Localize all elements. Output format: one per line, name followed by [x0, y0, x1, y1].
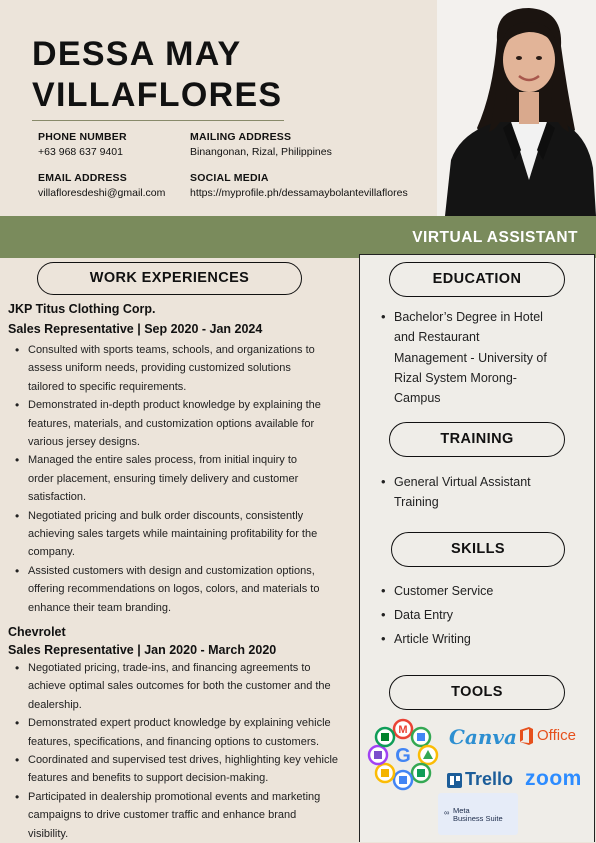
- list-item: [28, 507, 380, 562]
- job-title: VIRTUAL ASSISTANT: [412, 229, 578, 246]
- email-block: [38, 171, 165, 201]
- bullet-line: order placement, ensuring timely delivery and customer: [28, 472, 299, 485]
- job-role: Sales Representative | Jan 2020 - March 2020: [8, 643, 277, 657]
- list-item: [394, 307, 589, 408]
- bullet-line: • Coordinated and supervised test drives, highlighting key vehicle: [28, 754, 339, 767]
- bullet-line: • Participated in dealership promotional events and marketing: [28, 790, 321, 803]
- education-line: and Restaurant: [394, 330, 480, 345]
- bullet-line: • Demonstrated in-depth product knowledge by explaining the: [28, 399, 321, 412]
- bullet-line: enhance their team branding.: [28, 601, 172, 614]
- company-name: JKP Titus Clothing Corp.: [8, 302, 156, 316]
- trello-logo: Trello: [465, 769, 514, 789]
- mailing-value: Binangonan, Rizal, Philippines: [190, 146, 332, 158]
- education-list: [380, 307, 589, 408]
- bullet-line: offering recommendations on logos, colors, and materials to: [28, 583, 320, 596]
- bullet-line: company.: [28, 546, 75, 559]
- company-name: Chevrolet: [8, 625, 66, 639]
- name-line-1: DESSA MAY: [32, 35, 242, 73]
- list-item: • Data Entry: [394, 605, 589, 625]
- bullet-line: features, specifications, and financing options to customers.: [28, 735, 320, 748]
- meta-icon: ∞: [444, 808, 450, 817]
- training-line: • General Virtual Assistant: [394, 475, 531, 489]
- list-item: • Article Writing: [394, 629, 589, 649]
- education-line: • Bachelor’s Degree in Hotel: [394, 310, 543, 324]
- job-1-bullets: [8, 341, 380, 617]
- tools-heading: TOOLS: [389, 675, 565, 710]
- training-heading: TRAINING: [389, 422, 565, 457]
- name-line-2: VILLAFLORES: [32, 76, 283, 114]
- title-band: [0, 216, 596, 258]
- bullet-line: achieve optimal sales outcomes for both the customer and the: [28, 680, 331, 693]
- bullet-line: • Negotiated pricing and bulk order discounts, consistently: [28, 509, 304, 522]
- google-letter: G: [395, 745, 411, 767]
- bullet-line: features, materials, and customization options available for: [28, 417, 315, 430]
- bullet-line: assess uniform needs, providing customized solutions: [28, 362, 291, 375]
- meta-line: Business Suite: [453, 814, 503, 823]
- office-icon: [517, 727, 535, 745]
- meta-label: [453, 807, 503, 823]
- svg-text:M: M: [398, 724, 408, 736]
- bullet-line: achieving sales targets while maintaining profitability for the: [28, 528, 318, 541]
- resume-header: [0, 0, 596, 216]
- job-2-bullets: [8, 659, 380, 843]
- mailing-block: [190, 130, 332, 160]
- list-item: [394, 472, 589, 513]
- phone-block: [38, 130, 127, 160]
- bullet-line: • Consulted with sports teams, schools, and organizations to: [28, 344, 315, 356]
- email-label: EMAIL ADDRESS: [38, 172, 127, 184]
- social-block: [190, 171, 408, 201]
- bullet-line: dealership.: [28, 698, 82, 711]
- list-item: • Customer Service: [394, 581, 589, 601]
- bullet-line: • Demonstrated expert product knowledge by explaining vehicle: [28, 717, 331, 730]
- email-value[interactable]: villafloresdeshi@gmail.com: [38, 187, 166, 199]
- list-item: [28, 562, 380, 617]
- full-name: [32, 34, 282, 116]
- bullet-line: • Assisted customers with design and customization options,: [28, 564, 315, 577]
- office-logo: Office: [537, 727, 576, 744]
- list-item: [28, 659, 380, 714]
- education-line: Campus: [394, 391, 441, 406]
- meta-line: Meta: [453, 806, 470, 815]
- name-divider: [32, 120, 284, 121]
- bullet-line: various jersey designs.: [28, 436, 140, 449]
- list-item: [28, 396, 380, 451]
- skills-list: [380, 581, 589, 649]
- work-heading: WORK EXPERIENCES: [37, 262, 302, 295]
- list-item: [28, 714, 380, 751]
- bullet-line: • Managed the entire sales process, from initial inquiry to: [28, 454, 298, 467]
- list-item: [28, 451, 380, 506]
- bullet-line: features and benefits to support decision-making.: [28, 772, 269, 785]
- list-item: [28, 751, 380, 788]
- skills-heading: SKILLS: [391, 532, 565, 567]
- meta-business-suite-logo: [438, 793, 518, 835]
- social-label: SOCIAL MEDIA: [190, 172, 269, 184]
- job-role: Sales Representative | Sep 2020 - Jan 2024: [8, 322, 263, 336]
- bullet-line: • Negotiated pricing, trade-ins, and financing agreements to: [28, 662, 311, 674]
- list-item: [28, 788, 380, 843]
- profile-photo: [437, 0, 596, 216]
- phone-label: PHONE NUMBER: [38, 131, 127, 143]
- phone-value: +63 968 637 9401: [38, 146, 123, 158]
- bullet-line: campaigns to drive customer traffic and enhance brand: [28, 809, 297, 822]
- education-line: Management - University of: [394, 350, 547, 365]
- education-line: Rizal System Morong-: [394, 370, 517, 385]
- mailing-label: MAILING ADDRESS: [190, 131, 292, 143]
- bullet-line: visibility.: [28, 827, 69, 840]
- side-column: [359, 254, 595, 842]
- education-heading: EDUCATION: [389, 262, 565, 297]
- social-value[interactable]: https://myprofile.ph/dessamaybolantevillaflores: [190, 187, 408, 199]
- google-workspace-icon: [366, 717, 440, 791]
- canva-logo: Canva: [449, 725, 517, 749]
- portrait-illustration: [437, 0, 596, 216]
- training-list: [380, 472, 589, 513]
- bullet-line: satisfaction.: [28, 491, 87, 504]
- trello-icon: [447, 773, 462, 788]
- bullet-line: tailored to specific requirements.: [28, 380, 187, 393]
- zoom-logo: zoom: [525, 767, 582, 790]
- list-item: [28, 341, 380, 396]
- training-line: Training: [394, 495, 439, 510]
